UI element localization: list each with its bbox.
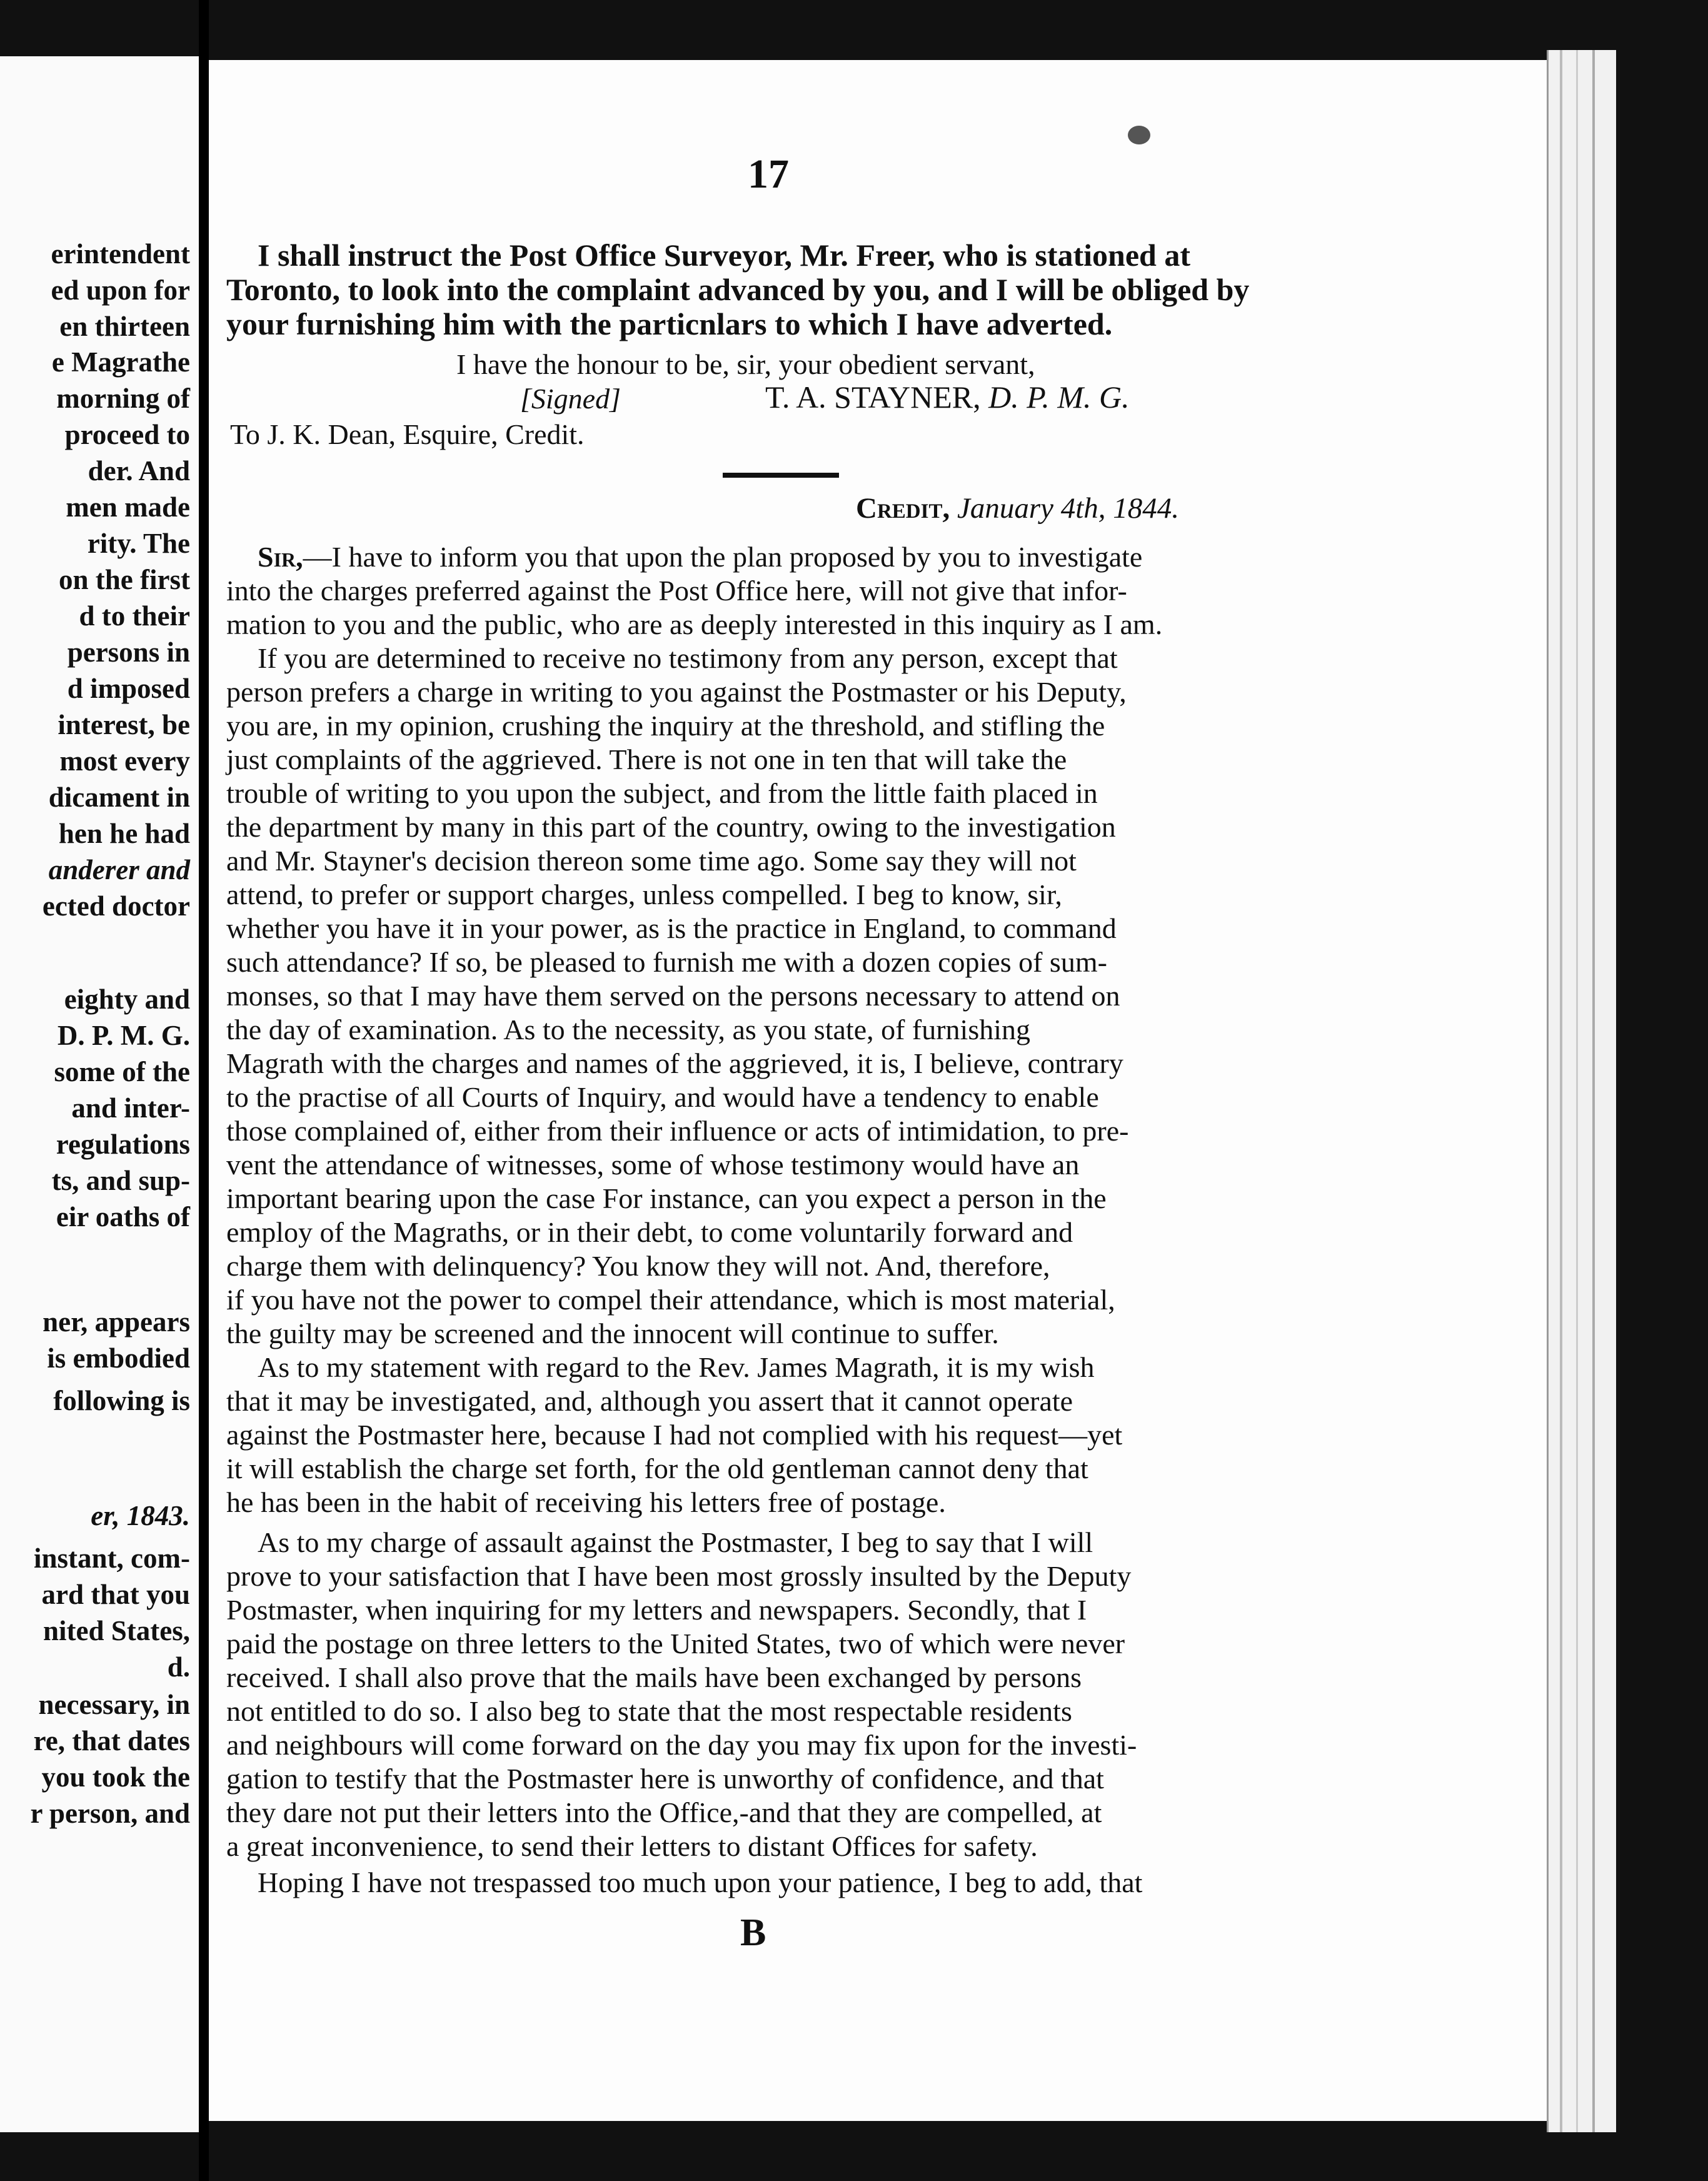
letter-line: they dare not put their letters into the Office,-and that they are compelled, at: [226, 1796, 1102, 1828]
left-text-line: persons in: [67, 637, 190, 668]
book-gutter: [199, 0, 209, 2181]
left-text-line: d.: [167, 1651, 190, 1683]
left-text-line: nited States,: [43, 1615, 190, 1646]
letter-line: it will establish the charge set forth, for the old gentleman cannot deny that: [226, 1453, 1088, 1484]
letter-line: and Mr. Stayner's decision thereon some time ago. Some say they will not: [226, 845, 1077, 877]
left-text-line: dicament in: [48, 782, 190, 813]
letter-line: If you are determined to receive no testimony from any person, except that: [258, 642, 1118, 674]
letter-line: I shall instruct the Post Office Surveyor, Mr. Freer, who is stationed at: [258, 238, 1191, 273]
letter-line: trouble of writing to you upon the subject, and from the little faith placed in: [226, 777, 1098, 809]
letter-line: Postmaster, when inquiring for my letters and newspapers. Secondly, that I: [226, 1594, 1087, 1626]
letter-line: not entitled to do so. I also beg to state that the most respectable residents: [226, 1695, 1072, 1727]
left-text-line: er, 1843.: [91, 1500, 190, 1531]
left-text-line: morning of: [56, 383, 190, 414]
page-edge-line: [1560, 50, 1562, 2132]
letter-line: As to my statement with regard to the Rev. James Magrath, it is my wish: [258, 1351, 1095, 1383]
letter-line: mation to you and the public, who are as deeply interested in this inquiry as I am.: [226, 608, 1163, 640]
left-text-line: necessary, in: [38, 1689, 190, 1720]
letter-line: charge them with delinquency? You know they will not. And, therefore,: [226, 1250, 1050, 1282]
left-text-line: eir oaths of: [56, 1201, 190, 1232]
page-number: 17: [748, 151, 789, 197]
left-text-line: ner, appears: [43, 1306, 190, 1337]
left-text-line: you took the: [41, 1761, 190, 1793]
page-edge-line: [1576, 50, 1578, 2132]
right-page: [209, 60, 1547, 2121]
left-text-line: D. P. M. G.: [57, 1020, 190, 1051]
letter-dateline: [856, 491, 1179, 525]
letter-line: Hoping I have not trespassed too much upon your patience, I beg to add, that: [258, 1866, 1143, 1898]
letter-line: attend, to prefer or support charges, unless compelled. I beg to know, sir,: [226, 879, 1062, 910]
left-text-line: some of the: [54, 1056, 190, 1087]
letter-line: against the Postmaster here, because I had not complied with his request—yet: [226, 1419, 1123, 1451]
letter-line: whether you have it in your power, as is the practice in England, to command: [226, 912, 1117, 944]
left-text-line: ard that you: [41, 1579, 190, 1610]
letter-line: prove to your satisfaction that I have been most grossly insulted by the Deputy: [226, 1560, 1132, 1592]
salutation: Sir,: [258, 541, 303, 573]
letter-line: monses, so that I may have them served on the persons necessary to attend on: [226, 980, 1120, 1012]
letter-line: Magrath with the charges and names of the aggrieved, it is, I believe, contrary: [226, 1047, 1123, 1079]
left-text-line: on the first: [59, 564, 190, 595]
left-text-line: instant, com-: [34, 1543, 190, 1574]
section-rule: [723, 473, 839, 478]
letter-line: gation to testify that the Postmaster here is unworthy of confidence, and that: [226, 1763, 1104, 1795]
letter-line: employ of the Magraths, or in their debt, to come voluntarily forward and: [226, 1216, 1073, 1248]
letter-line: paid the postage on three letters to the United States, two of which were never: [226, 1628, 1125, 1660]
left-text-line: regulations: [56, 1129, 190, 1160]
letter-line: such attendance? If so, be pleased to furnish me with a dozen copies of sum-: [226, 946, 1107, 978]
left-text-line: der. And: [88, 455, 190, 486]
letter-line: those complained of, either from their influence or acts of intimidation, to pre-: [226, 1115, 1129, 1147]
signatory-line: [765, 379, 1130, 415]
left-text-line: re, that dates: [33, 1725, 190, 1756]
left-text-line: most every: [59, 745, 190, 777]
salutation-line: [258, 540, 1142, 573]
letter-text: —I have to inform you that upon the plan proposed by you to investigate: [303, 541, 1143, 573]
letter-line: important bearing upon the case For instance, can you expect a person in the: [226, 1182, 1107, 1214]
left-page-fragment: [0, 56, 201, 2132]
page-edges: [1547, 50, 1616, 2132]
signed-note: [Signed]: [520, 383, 621, 415]
left-text-line: en thirteen: [59, 311, 190, 342]
left-text-line: d imposed: [67, 673, 190, 704]
left-text-line: r person, and: [30, 1798, 190, 1829]
letter-line: a great inconvenience, to send their letters to distant Offices for safety.: [226, 1830, 1038, 1862]
signatory-name: T. A. STAYNER,: [765, 380, 981, 415]
page-edge-line: [1592, 50, 1595, 2132]
letter-line: and neighbours will come forward on the day you may fix upon for the investi-: [226, 1729, 1137, 1761]
left-text-line: eighty and: [64, 984, 190, 1015]
ink-blot: [1128, 126, 1150, 144]
signature-mark: B: [740, 1912, 766, 1954]
left-text-line: proceed to: [64, 419, 190, 450]
letter-line: the department by many in this part of the country, owing to the investigation: [226, 811, 1116, 843]
letter-line: just complaints of the aggrieved. There is not one in ten that will take the: [226, 743, 1067, 775]
left-text-line: e Magrathe: [51, 346, 190, 378]
letter-line: into the charges preferred against the Post Office here, will not give that infor-: [226, 575, 1127, 607]
left-text-line: ts, and sup-: [51, 1165, 190, 1196]
letter-line: Toronto, to look into the complaint advanced by you, and I will be obliged by: [226, 272, 1250, 307]
letter-line: your furnishing him with the particnlars to which I have adverted.: [226, 306, 1113, 341]
letter-line: person prefers a charge in writing to you against the Postmaster or his Deputy,: [226, 676, 1127, 708]
left-text-line: interest, be: [58, 709, 190, 740]
addressee: To J. K. Dean, Esquire, Credit.: [230, 418, 585, 450]
letter-line: received. I shall also prove that the mails have been exchanged by persons: [226, 1661, 1082, 1693]
left-text-line: men made: [66, 491, 190, 523]
letter-line: that it may be investigated, and, although you assert that it cannot operate: [226, 1385, 1073, 1417]
letter-line: the day of examination. As to the necessity, as you state, of furnishing: [226, 1014, 1031, 1045]
date: January 4th, 1844.: [957, 492, 1180, 525]
signatory-title: D. P. M. G.: [988, 380, 1130, 415]
letter-line: As to my charge of assault against the Postmaster, I beg to say that I will: [258, 1526, 1093, 1558]
letter-line: he has been in the habit of receiving his letters free of postage.: [226, 1486, 946, 1518]
letter-line: if you have not the power to compel their attendance, which is most material,: [226, 1284, 1115, 1316]
left-text-line: ed upon for: [51, 275, 190, 306]
left-text-line: rity. The: [87, 528, 190, 559]
letter-line: the guilty may be screened and the innocent will continue to suffer.: [226, 1317, 999, 1349]
letter-line: you are, in my opinion, crushing the inquiry at the threshold, and stifling the: [226, 710, 1105, 742]
left-text-line: ected doctor: [42, 890, 190, 922]
left-text-line: is embodied: [47, 1342, 190, 1374]
place: Credit,: [856, 492, 950, 525]
left-text-line: d to their: [79, 600, 190, 632]
left-text-line: and inter-: [71, 1092, 190, 1124]
left-text-line: hen he had: [58, 818, 190, 849]
letter-line: vent the attendance of witnesses, some of whose testimony would have an: [226, 1149, 1080, 1181]
left-text-line: anderer and: [48, 854, 190, 885]
left-text-line: erintendent: [51, 238, 190, 269]
letter-closing: I have the honour to be, sir, your obedient servant,: [456, 348, 1035, 380]
letter-line: to the practise of all Courts of Inquiry, and would have a tendency to enable: [226, 1081, 1099, 1113]
left-text-line: following is: [53, 1385, 190, 1416]
